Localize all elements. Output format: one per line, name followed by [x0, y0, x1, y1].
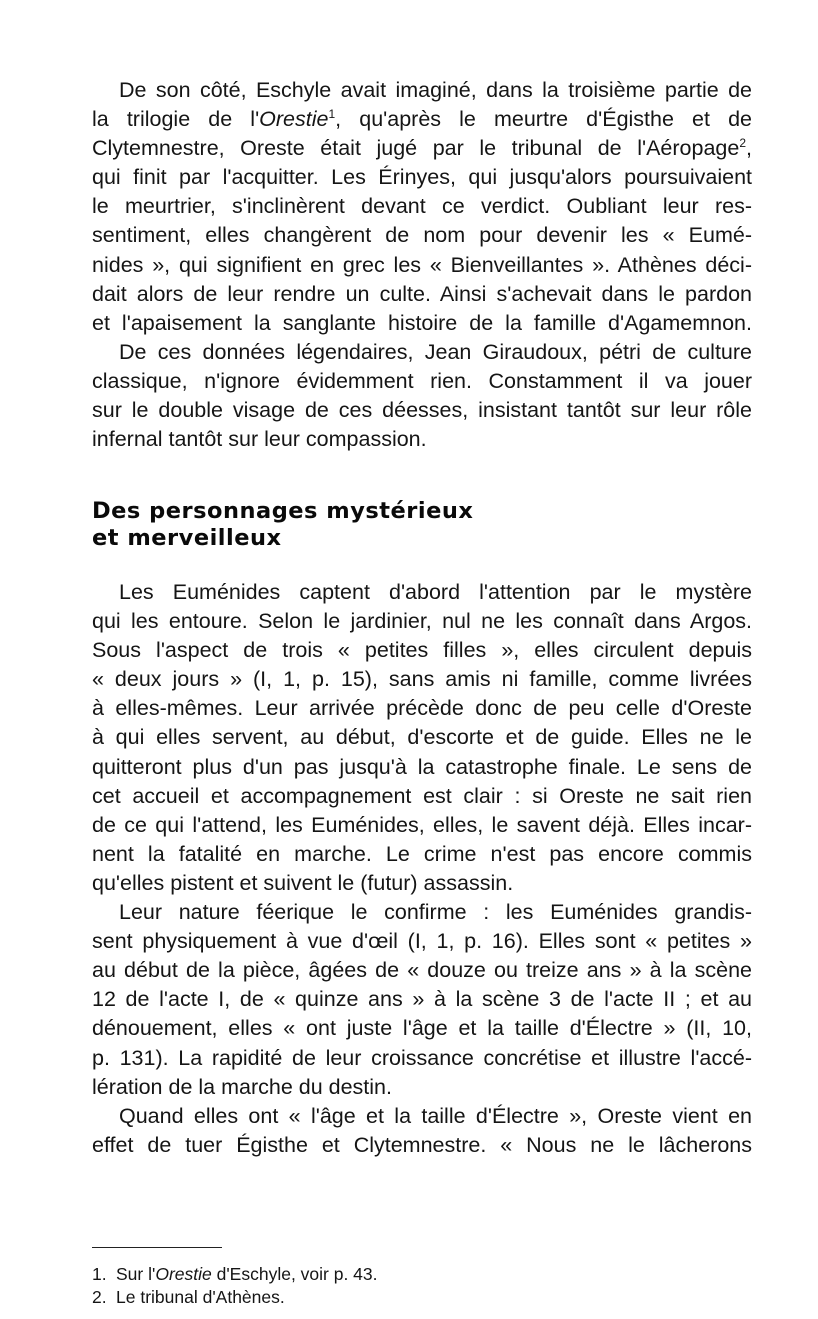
section-paragraphs [92, 578, 752, 1160]
text-line: quitteront plus d'un pas jusqu'à la catastrophe finale. Le sens de [92, 754, 752, 779]
text-line: dénouement, elles « ont juste l'âge et la taille d'Électre » (II, 10, [92, 1016, 752, 1041]
footnote-1: 1. Sur l'Orestie d'Eschyle, voir p. 43. [92, 1264, 378, 1284]
text-line: Les Euménides captent d'abord l'attention par le mystère [119, 580, 752, 604]
text-line: sentiment, elles changèrent de nom pour devenir les « Eumé- [92, 223, 752, 248]
text-line: la trilogie de l'Orestie$^1$, qu'après le meurtre d'Égisthe et de [92, 107, 752, 132]
text-line: cet accueil et accompagnement est clair : si Oreste ne sait rien [92, 783, 752, 808]
text-line: au début de la pièce, âgées de « douze ou treize ans » à la scène [92, 958, 752, 983]
text-line: nides », qui signifient en grec les « Bienveillantes ». Athènes déci- [92, 252, 752, 277]
text-line: sent physiquement à vue d'œil (I, 1, p. 16). Elles sont « petites » [92, 929, 752, 954]
heading-line: Des personnages mystérieux [92, 498, 474, 524]
text-line: et l'apaisement la sanglante histoire de la famille d'Agamemnon. [92, 310, 752, 335]
text-line: « deux jours » (I, 1, p. 15), sans amis ni famille, comme livrées [92, 667, 752, 692]
footnote-2: 2. Le tribunal d'Athènes. [92, 1287, 285, 1307]
text-line: 12 de l'acte I, de « quinze ans » à la scène 3 de l'acte II ; et au [92, 987, 752, 1012]
text-line: De ces données légendaires, Jean Giraudoux, pétri de culture [119, 339, 752, 364]
text-line: qui les entoure. Selon le jardinier, nul ne les connaît dans Argos. [92, 609, 752, 634]
text-line: infernal tantôt sur leur compassion. [92, 427, 427, 452]
section-heading [92, 498, 752, 552]
text-line: de ce qui l'attend, les Euménides, elles, le savent déjà. Elles incar- [92, 812, 752, 837]
text-line: classique, n'ignore évidemment rien. Constamment il va jouer [92, 368, 752, 393]
footnotes [92, 1263, 752, 1309]
text-line: dait alors de leur rendre un culte. Ainsi s'achevait dans le pardon [92, 281, 752, 306]
heading-line: et merveilleux [92, 525, 282, 551]
text-line: Quand elles ont « l'âge et la taille d'Électre », Oreste vient en [119, 1103, 752, 1128]
footnote-divider [92, 1247, 222, 1248]
text-line: qu'elles pistent et suivent le (futur) assassin. [92, 870, 514, 895]
text-line: à qui elles servent, au début, d'escorte et de guide. Elles ne le [92, 725, 752, 750]
text-line: De son côté, Eschyle avait imaginé, dans la troisième partie de [119, 78, 752, 102]
text-line: Clytemnestre, Oreste était jugé par le tribunal de l'Aéropage$^2$, [92, 136, 752, 161]
text-line: sur le double visage de ces déesses, insistant tantôt sur leur rôle [92, 398, 752, 423]
text-line: p. 131). La rapidité de leur croissance concrétise et illustre l'accé- [92, 1045, 752, 1070]
text-line: Leur nature féerique le confirme : les Euménides grandis- [119, 900, 752, 925]
text-line: à elles-mêmes. Leur arrivée précède donc de peu celle d'Oreste [92, 696, 752, 721]
text-line: le meurtrier, s'inclinèrent devant ce verdict. Oubliant leur res- [92, 194, 752, 219]
text-line: Sous l'aspect de trois « petites filles », elles circulent depuis [92, 638, 752, 663]
intro-paragraphs [92, 76, 752, 454]
text-line: lération de la marche du destin. [92, 1074, 392, 1099]
text-line: nent la fatalité en marche. Le crime n'est pas encore commis [92, 841, 752, 866]
text-line: effet de tuer Égisthe et Clytemnestre. « Nous ne le lâcherons [92, 1132, 752, 1157]
text-line: qui finit par l'acquitter. Les Érinyes, qui jusqu'alors poursuivaient [92, 165, 752, 190]
